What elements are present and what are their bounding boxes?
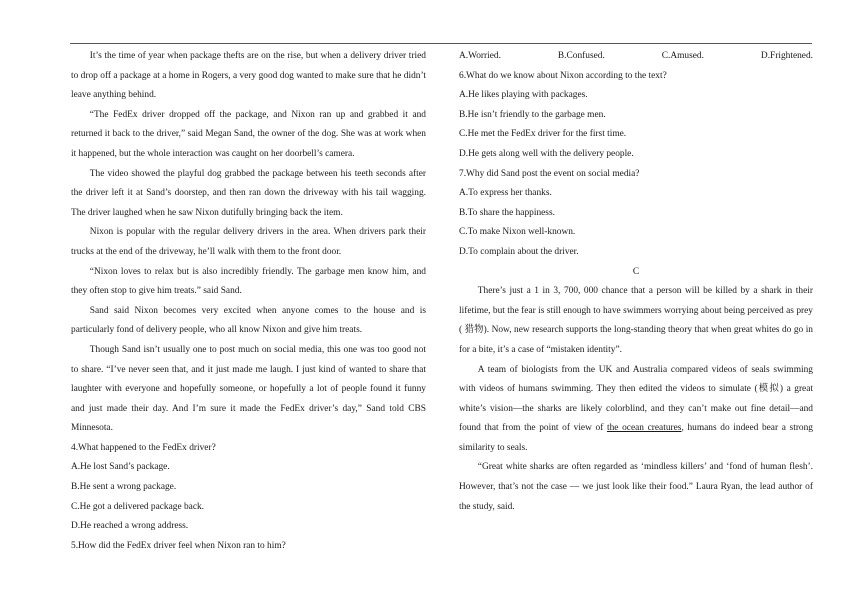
question-7-option-c: C.To make Nixon well-known.: [459, 227, 576, 238]
question-6-option-d: D.He gets along well with the delivery people.: [459, 148, 634, 159]
question-4-stem: 4.What happened to the FedEx driver?: [71, 442, 216, 453]
passage-b-paragraph-7: Though Sand isn’t usually one to post much on social media, this one was too good not to share. “I’ve never seen that, and it just made me laugh. I just kind of wanted to share that laughter with everyone and hopefully someone, or hopefully a lot of people found it funny and just made their day. And I’m sure it made the FedEx driver’s day,” Sand told CBS Minnesota.: [71, 344, 426, 434]
passage-c-heading: C: [632, 266, 640, 277]
question-6-option-a: A.He likes playing with packages.: [459, 90, 588, 101]
question-4-option-c: C.He got a delivered package back.: [71, 501, 205, 512]
question-4-option-b: B.He sent a wrong package.: [71, 482, 177, 493]
question-6-stem: 6.What do we know about Nixon according to the text?: [459, 70, 667, 81]
passage-b-paragraph-6: Sand said Nixon becomes very excited when anyone comes to the house and is particularly fond of delivery people, who all know Nixon and give him treats.: [71, 305, 426, 336]
question-5-stem: 5.How did the FedEx driver feel when Nixon ran to him?: [71, 540, 286, 551]
header-rule: [70, 43, 812, 44]
question-7-option-a: A.To express her thanks.: [459, 188, 552, 199]
question-5-options: [459, 47, 813, 67]
passage-b-paragraph-1: It’s the time of year when package thefts are on the rise, but when a delivery driver tried to drop off a package at a home in Rogers, a very good dog wanted to make sure that he didn’t leave anything behind.: [71, 51, 426, 101]
passage-c-paragraph-2-start: A team of biologists from the UK and Australia compared videos of seals swimming with videos of humans swimming. They then edited the videos to simulate (模拟) a great white’s vision—the sharks are likely colorblind, and they can’t make out fine detail—and found that from the point of view of: [459, 364, 813, 434]
question-6-option-c: C.He met the FedEx driver for the first time.: [459, 129, 627, 140]
question-6-option-b: B.He isn’t friendly to the garbage men.: [459, 109, 606, 120]
question-5-option-c: C.Amused.: [661, 51, 704, 61]
passage-c-paragraph-2-end: , humans do indeed bear a strong similarity to seals.: [459, 423, 813, 453]
question-7-option-b: B.To share the happiness.: [459, 207, 555, 218]
passage-c-paragraph-2: [459, 361, 813, 459]
right-column: [459, 47, 813, 517]
question-4-option-d: D.He reached a wrong address.: [71, 521, 189, 532]
passage-b-paragraph-5: “Nixon loves to relax but is also incredibly friendly. The garbage men know him, and they often stop to give him treats.” said Sand.: [71, 266, 426, 297]
underlined-phrase: the ocean creatures: [606, 423, 682, 434]
passage-c-paragraph-1: There’s just a 1 in 3, 700, 000 chance that a person will be killed by a shark in their lifetime, but the fear is still enough to have swimmers worrying about being perceived as prey ( 猎物). Now, new research supports the long-standing theory that when great whites do go in for a bite, it’s a case of “mistaken identity”.: [459, 286, 813, 355]
passage-b-paragraph-4: Nixon is popular with the regular delivery drivers in the area. When drivers park their trucks at the end of the driveway, he’ll walk with them to the front door.: [71, 227, 426, 257]
passage-c-paragraph-3: “Great white sharks are often regarded as ‘mindless killers’ and ‘fond of human flesh’. However, that’s not the case — we just look like their food.” Laura Ryan, the lead author of the study, said.: [459, 462, 813, 512]
passage-b-paragraph-2: “The FedEx driver dropped off the package, and Nixon ran up and grabbed it and returned it back to the driver,” said Megan Sand, the owner of the dog. She was at work when it happened, but the whole interaction was caught on her doorbell’s camera.: [71, 109, 426, 159]
question-4-option-a: A.He lost Sand’s package.: [71, 462, 170, 473]
question-7-option-d: D.To complain about the driver.: [459, 246, 579, 257]
question-7-stem: 7.Why did Sand post the event on social media?: [459, 168, 640, 179]
question-5-option-b: B.Confused.: [557, 51, 605, 61]
left-column: [71, 47, 426, 556]
passage-b-paragraph-3: The video showed the playful dog grabbed the package between his teeth seconds after the driver left it at Sand’s doorstep, and then ran down the driveway with his tail wagging. The driver laughed when he saw Nixon dutifully bringing back the item.: [71, 168, 426, 218]
question-5-option-d: D.Frightened.: [760, 51, 813, 61]
question-5-option-a: A.Worried.: [459, 51, 501, 61]
